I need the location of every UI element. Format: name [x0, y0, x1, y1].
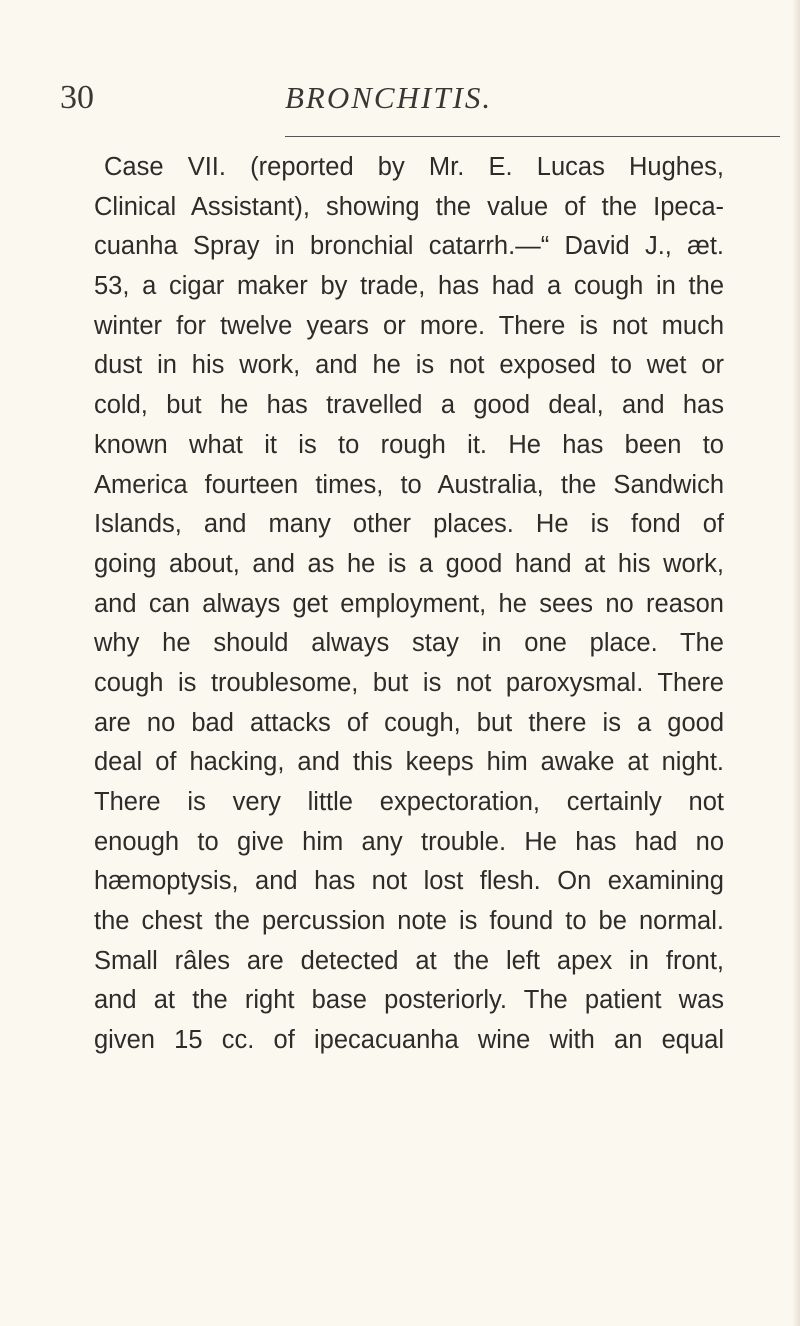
text-line: the chest the percussion note is found to be normal.	[94, 907, 724, 936]
text-line: dust in his work, and he is not exposed to wet or	[94, 351, 724, 380]
text-line: and can always get employment, he sees no reason	[94, 589, 724, 618]
page-header	[60, 78, 750, 138]
text-line: There is very little expectoration, certainly not	[94, 788, 724, 816]
text-line: cuanha Spray in bronchial catarrh.—“ David J., æt.	[94, 232, 724, 261]
text-line: cough is troublesome, but is not paroxysmal. There	[94, 668, 724, 697]
text-line: and at the right base posteriorly. The patient was	[94, 986, 724, 1015]
text-line: hæmoptysis, and has not lost flesh. On examining	[94, 867, 724, 896]
text-line: Case VII. (reported by Mr. E. Lucas Hughes,	[104, 153, 724, 181]
text-line: cold, but he has travelled a good deal, and has	[94, 391, 724, 420]
header-rule	[285, 136, 780, 137]
text-line: are no bad attacks of cough, but there is a good	[94, 708, 724, 737]
text-line: Small râles are detected at the left apex in front,	[94, 946, 724, 975]
text-line: winter for twelve years or more. There is not much	[94, 311, 724, 340]
text-line: going about, and as he is a good hand at his work,	[94, 549, 724, 578]
page-number: 30	[60, 79, 94, 116]
text-line: America fourteen times, to Australia, the Sandwich	[94, 470, 724, 499]
body-text	[94, 148, 724, 1061]
text-line: 53, a cigar maker by trade, has had a cough in the	[94, 272, 724, 301]
page-edge-shade	[792, 0, 800, 1326]
running-head: BRONCHITIS.	[285, 80, 493, 115]
text-line: deal of hacking, and this keeps him awake at night.	[94, 748, 724, 777]
text-line: Islands, and many other places. He is fond of	[94, 510, 724, 539]
text-line: why he should always stay in one place. The	[94, 629, 724, 658]
text-line: Clinical Assistant), showing the value of the Ipeca-	[94, 192, 724, 221]
text-line: enough to give him any trouble. He has had no	[94, 827, 724, 856]
text-line: given 15 cc. of ipecacuanha wine with an equal	[94, 1026, 724, 1055]
text-line: known what it is to rough it. He has been to	[94, 430, 724, 459]
